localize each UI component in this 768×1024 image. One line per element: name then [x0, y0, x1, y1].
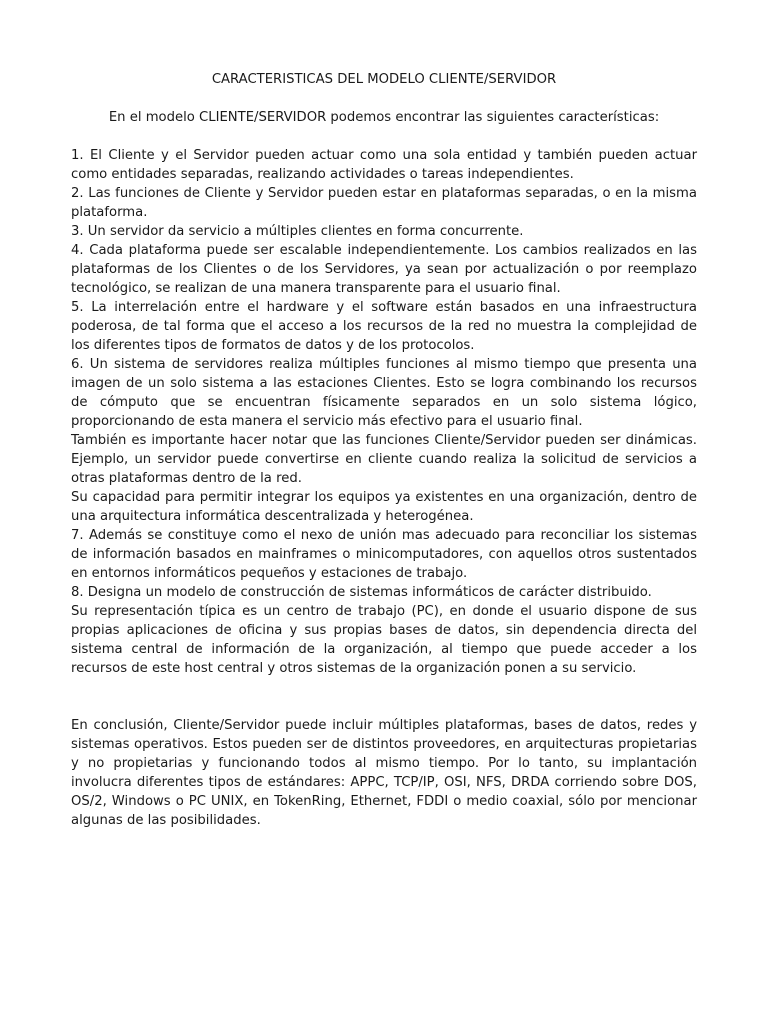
paragraph-typical-representation: Su representación típica es un centro de trabajo (PC), en donde el usuario dispone de sus propias aplicaciones de oficina y sus propias bases de datos, sin dependencia directa del sistema central de información de la organización, al tiempo que puede acceder a los recursos de este host central y otros sistemas de la organización ponen a su servicio. — [71, 604, 697, 676]
paragraph-item-2: 2. Las funciones de Cliente y Servidor pueden estar en plataformas separadas, o en la misma plataforma. — [71, 186, 697, 220]
paragraph-dynamic-functions: También es importante hacer notar que las funciones Cliente/Servidor pueden ser dinámicas. Ejemplo, un servidor puede convertirse en cliente cuando realiza la solicitud de servicios a otras plataformas dentro de la red. — [71, 433, 697, 486]
paragraph-item-8: 8. Designa un modelo de construcción de sistemas informáticos de carácter distribuido. — [71, 585, 652, 600]
paragraph-item-1: 1. El Cliente y el Servidor pueden actuar como una sola entidad y también pueden actuar como entidades separadas, realizando actividades o tareas independientes. — [71, 148, 697, 182]
section-spacer — [71, 678, 697, 716]
document-body — [71, 70, 697, 830]
paragraph-item-7: 7. Además se constituye como el nexo de unión mas adecuado para reconciliar los sistemas de información basados en mainframes o minicomputadores, con aquellos otros sustentados en entornos informáticos pequeños y estaciones de trabajo. — [71, 528, 697, 581]
paragraph-item-4: 4. Cada plataforma puede ser escalable independientemente. Los cambios realizados en las plataformas de los Clientes o de los Servidores, ya sean por actualización o por reemplazo tecnológico, se realizan de una manera transparente para el usuario final. — [71, 243, 697, 296]
paragraph-item-6: 6. Un sistema de servidores realiza múltiples funciones al mismo tiempo que presenta una imagen de un solo sistema a las estaciones Clientes. Esto se logra combinando los recursos de cómputo que se encuentran físicamente separados en un solo sistema lógico, proporcionando de esta manera el servicio más efectivo para el usuario final. — [71, 357, 697, 429]
intro-paragraph: En el modelo CLIENTE/SERVIDOR podemos encontrar las siguientes características: — [108, 110, 660, 125]
paragraph-item-3: 3. Un servidor da servicio a múltiples clientes en forma concurrente. — [71, 224, 524, 239]
paragraph-integration-capacity: Su capacidad para permitir integrar los equipos ya existentes en una organización, dentro de una arquitectura informática descentralizada y heterogénea. — [71, 490, 697, 524]
conclusion-paragraph: En conclusión, Cliente/Servidor puede incluir múltiples plataformas, bases de datos, redes y sistemas operativos. Estos pueden ser de distintos proveedores, en arquitecturas propietarias y no propietarias y funcionando todos al mismo tiempo. Por lo tanto, su implantación involucra diferentes tipos de estándares: APPC, TCP/IP, OSI, NFS, DRDA corriendo sobre DOS, OS/2, Windows o PC UNIX, en TokenRing, Ethernet, FDDI o medio coaxial, sólo por mencionar algunas de las posibilidades. — [71, 718, 697, 828]
paragraph-item-5: 5. La interrelación entre el hardware y el software están basados en una infraestructura poderosa, de tal forma que el acceso a los recursos de la red no muestra la complejidad de los diferentes tipos de formatos de datos y de los protocolos. — [71, 300, 697, 353]
page-title: CARACTERISTICAS DEL MODELO CLIENTE/SERVIDOR — [211, 72, 557, 87]
